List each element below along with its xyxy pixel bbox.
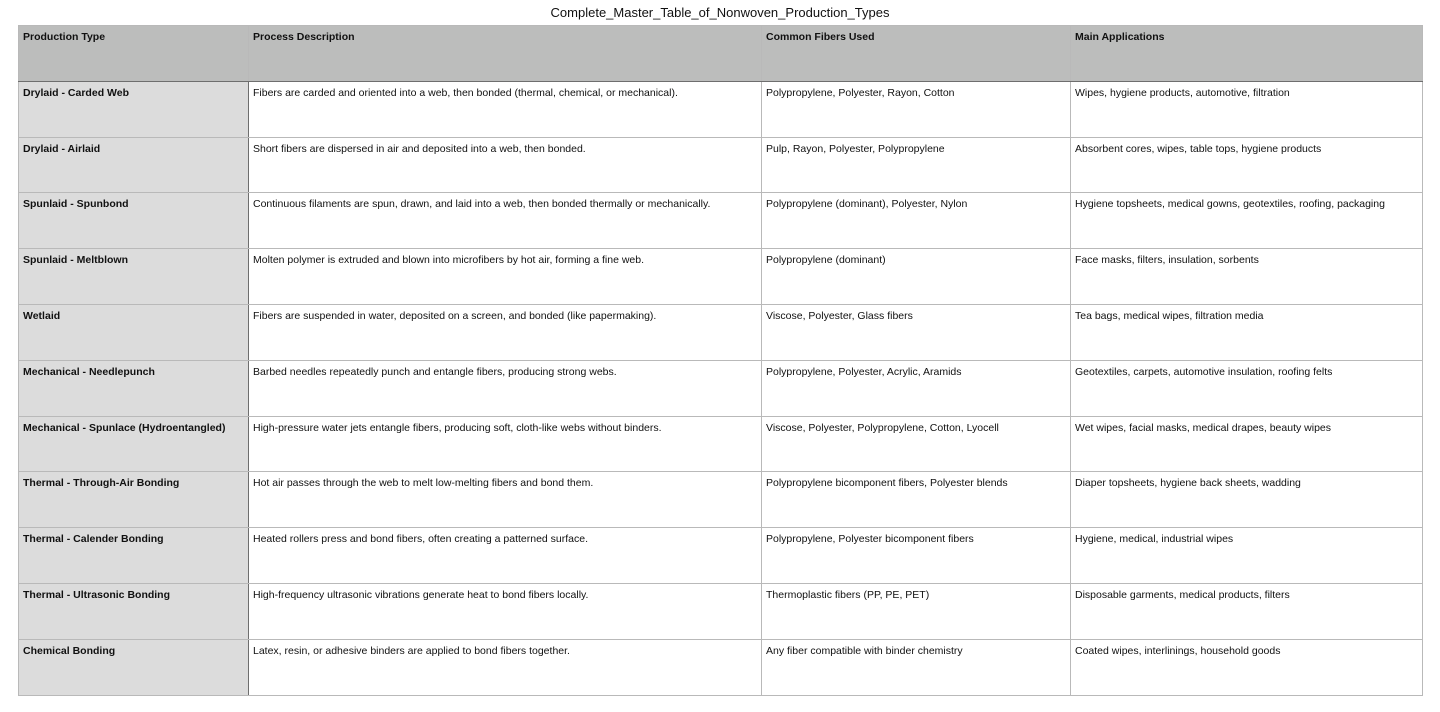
table-row bbox=[19, 193, 1423, 249]
cell-common-fibers[interactable]: Polypropylene (dominant), Polyester, Nylon bbox=[762, 193, 1071, 249]
cell-process-description[interactable]: Continuous filaments are spun, drawn, and laid into a web, then bonded thermally or mechanically. bbox=[249, 193, 762, 249]
cell-main-applications[interactable]: Coated wipes, interlinings, household goods bbox=[1071, 639, 1423, 695]
cell-production-type[interactable]: Mechanical - Spunlace (Hydroentangled) bbox=[19, 416, 249, 472]
cell-process-description[interactable]: High-pressure water jets entangle fibers, producing soft, cloth-like webs without binders. bbox=[249, 416, 762, 472]
cell-main-applications[interactable]: Wet wipes, facial masks, medical drapes, beauty wipes bbox=[1071, 416, 1423, 472]
cell-production-type[interactable]: Chemical Bonding bbox=[19, 639, 249, 695]
sheet-title[interactable]: Complete_Master_Table_of_Nonwoven_Production_Types bbox=[550, 5, 890, 20]
header-cell-main-applications[interactable]: Main Applications bbox=[1071, 26, 1423, 82]
cell-common-fibers[interactable]: Polypropylene, Polyester, Acrylic, Aramids bbox=[762, 360, 1071, 416]
cell-process-description[interactable]: Fibers are suspended in water, deposited on a screen, and bonded (like papermaking). bbox=[249, 304, 762, 360]
cell-production-type[interactable]: Spunlaid - Spunbond bbox=[19, 193, 249, 249]
cell-common-fibers[interactable]: Polypropylene, Polyester bicomponent fibers bbox=[762, 528, 1071, 584]
master-table bbox=[18, 25, 1423, 696]
table-header bbox=[19, 26, 1423, 82]
cell-main-applications[interactable]: Wipes, hygiene products, automotive, filtration bbox=[1071, 81, 1423, 137]
cell-process-description[interactable]: High-frequency ultrasonic vibrations generate heat to bond fibers locally. bbox=[249, 583, 762, 639]
cell-production-type[interactable]: Drylaid - Carded Web bbox=[19, 81, 249, 137]
cell-common-fibers[interactable]: Polypropylene bicomponent fibers, Polyester blends bbox=[762, 472, 1071, 528]
table-row bbox=[19, 639, 1423, 695]
table-row bbox=[19, 360, 1423, 416]
cell-production-type[interactable]: Thermal - Ultrasonic Bonding bbox=[19, 583, 249, 639]
cell-main-applications[interactable]: Hygiene topsheets, medical gowns, geotextiles, roofing, packaging bbox=[1071, 193, 1423, 249]
cell-process-description[interactable]: Fibers are carded and oriented into a web, then bonded (thermal, chemical, or mechanical). bbox=[249, 81, 762, 137]
cell-production-type[interactable]: Thermal - Through-Air Bonding bbox=[19, 472, 249, 528]
table-row bbox=[19, 137, 1423, 193]
table-row bbox=[19, 81, 1423, 137]
cell-process-description[interactable]: Barbed needles repeatedly punch and entangle fibers, producing strong webs. bbox=[249, 360, 762, 416]
cell-process-description[interactable]: Short fibers are dispersed in air and deposited into a web, then bonded. bbox=[249, 137, 762, 193]
cell-process-description[interactable]: Hot air passes through the web to melt low-melting fibers and bond them. bbox=[249, 472, 762, 528]
cell-process-description[interactable]: Molten polymer is extruded and blown into microfibers by hot air, forming a fine web. bbox=[249, 249, 762, 305]
cell-common-fibers[interactable]: Viscose, Polyester, Glass fibers bbox=[762, 304, 1071, 360]
header-row bbox=[19, 26, 1423, 82]
cell-common-fibers[interactable]: Polypropylene (dominant) bbox=[762, 249, 1071, 305]
table-row bbox=[19, 304, 1423, 360]
table-row bbox=[19, 249, 1423, 305]
table-row bbox=[19, 583, 1423, 639]
cell-common-fibers[interactable]: Viscose, Polyester, Polypropylene, Cotton, Lyocell bbox=[762, 416, 1071, 472]
cell-process-description[interactable]: Heated rollers press and bond fibers, often creating a patterned surface. bbox=[249, 528, 762, 584]
header-cell-process-description[interactable]: Process Description bbox=[249, 26, 762, 82]
cell-main-applications[interactable]: Hygiene, medical, industrial wipes bbox=[1071, 528, 1423, 584]
cell-main-applications[interactable]: Face masks, filters, insulation, sorbents bbox=[1071, 249, 1423, 305]
cell-main-applications[interactable]: Disposable garments, medical products, filters bbox=[1071, 583, 1423, 639]
cell-main-applications[interactable]: Tea bags, medical wipes, filtration media bbox=[1071, 304, 1423, 360]
cell-production-type[interactable]: Drylaid - Airlaid bbox=[19, 137, 249, 193]
cell-production-type[interactable]: Spunlaid - Meltblown bbox=[19, 249, 249, 305]
table-row bbox=[19, 472, 1423, 528]
cell-common-fibers[interactable]: Any fiber compatible with binder chemistry bbox=[762, 639, 1071, 695]
header-cell-production-type[interactable]: Production Type bbox=[19, 26, 249, 82]
table-row bbox=[19, 528, 1423, 584]
cell-production-type[interactable]: Thermal - Calender Bonding bbox=[19, 528, 249, 584]
table-row bbox=[19, 416, 1423, 472]
cell-common-fibers[interactable]: Thermoplastic fibers (PP, PE, PET) bbox=[762, 583, 1071, 639]
cell-production-type[interactable]: Mechanical - Needlepunch bbox=[19, 360, 249, 416]
cell-main-applications[interactable]: Geotextiles, carpets, automotive insulation, roofing felts bbox=[1071, 360, 1423, 416]
cell-common-fibers[interactable]: Polypropylene, Polyester, Rayon, Cotton bbox=[762, 81, 1071, 137]
cell-process-description[interactable]: Latex, resin, or adhesive binders are applied to bond fibers together. bbox=[249, 639, 762, 695]
header-cell-common-fibers[interactable]: Common Fibers Used bbox=[762, 26, 1071, 82]
cell-common-fibers[interactable]: Pulp, Rayon, Polyester, Polypropylene bbox=[762, 137, 1071, 193]
table-body bbox=[19, 81, 1423, 695]
cell-main-applications[interactable]: Absorbent cores, wipes, table tops, hygiene products bbox=[1071, 137, 1423, 193]
cell-production-type[interactable]: Wetlaid bbox=[19, 304, 249, 360]
cell-main-applications[interactable]: Diaper topsheets, hygiene back sheets, wadding bbox=[1071, 472, 1423, 528]
